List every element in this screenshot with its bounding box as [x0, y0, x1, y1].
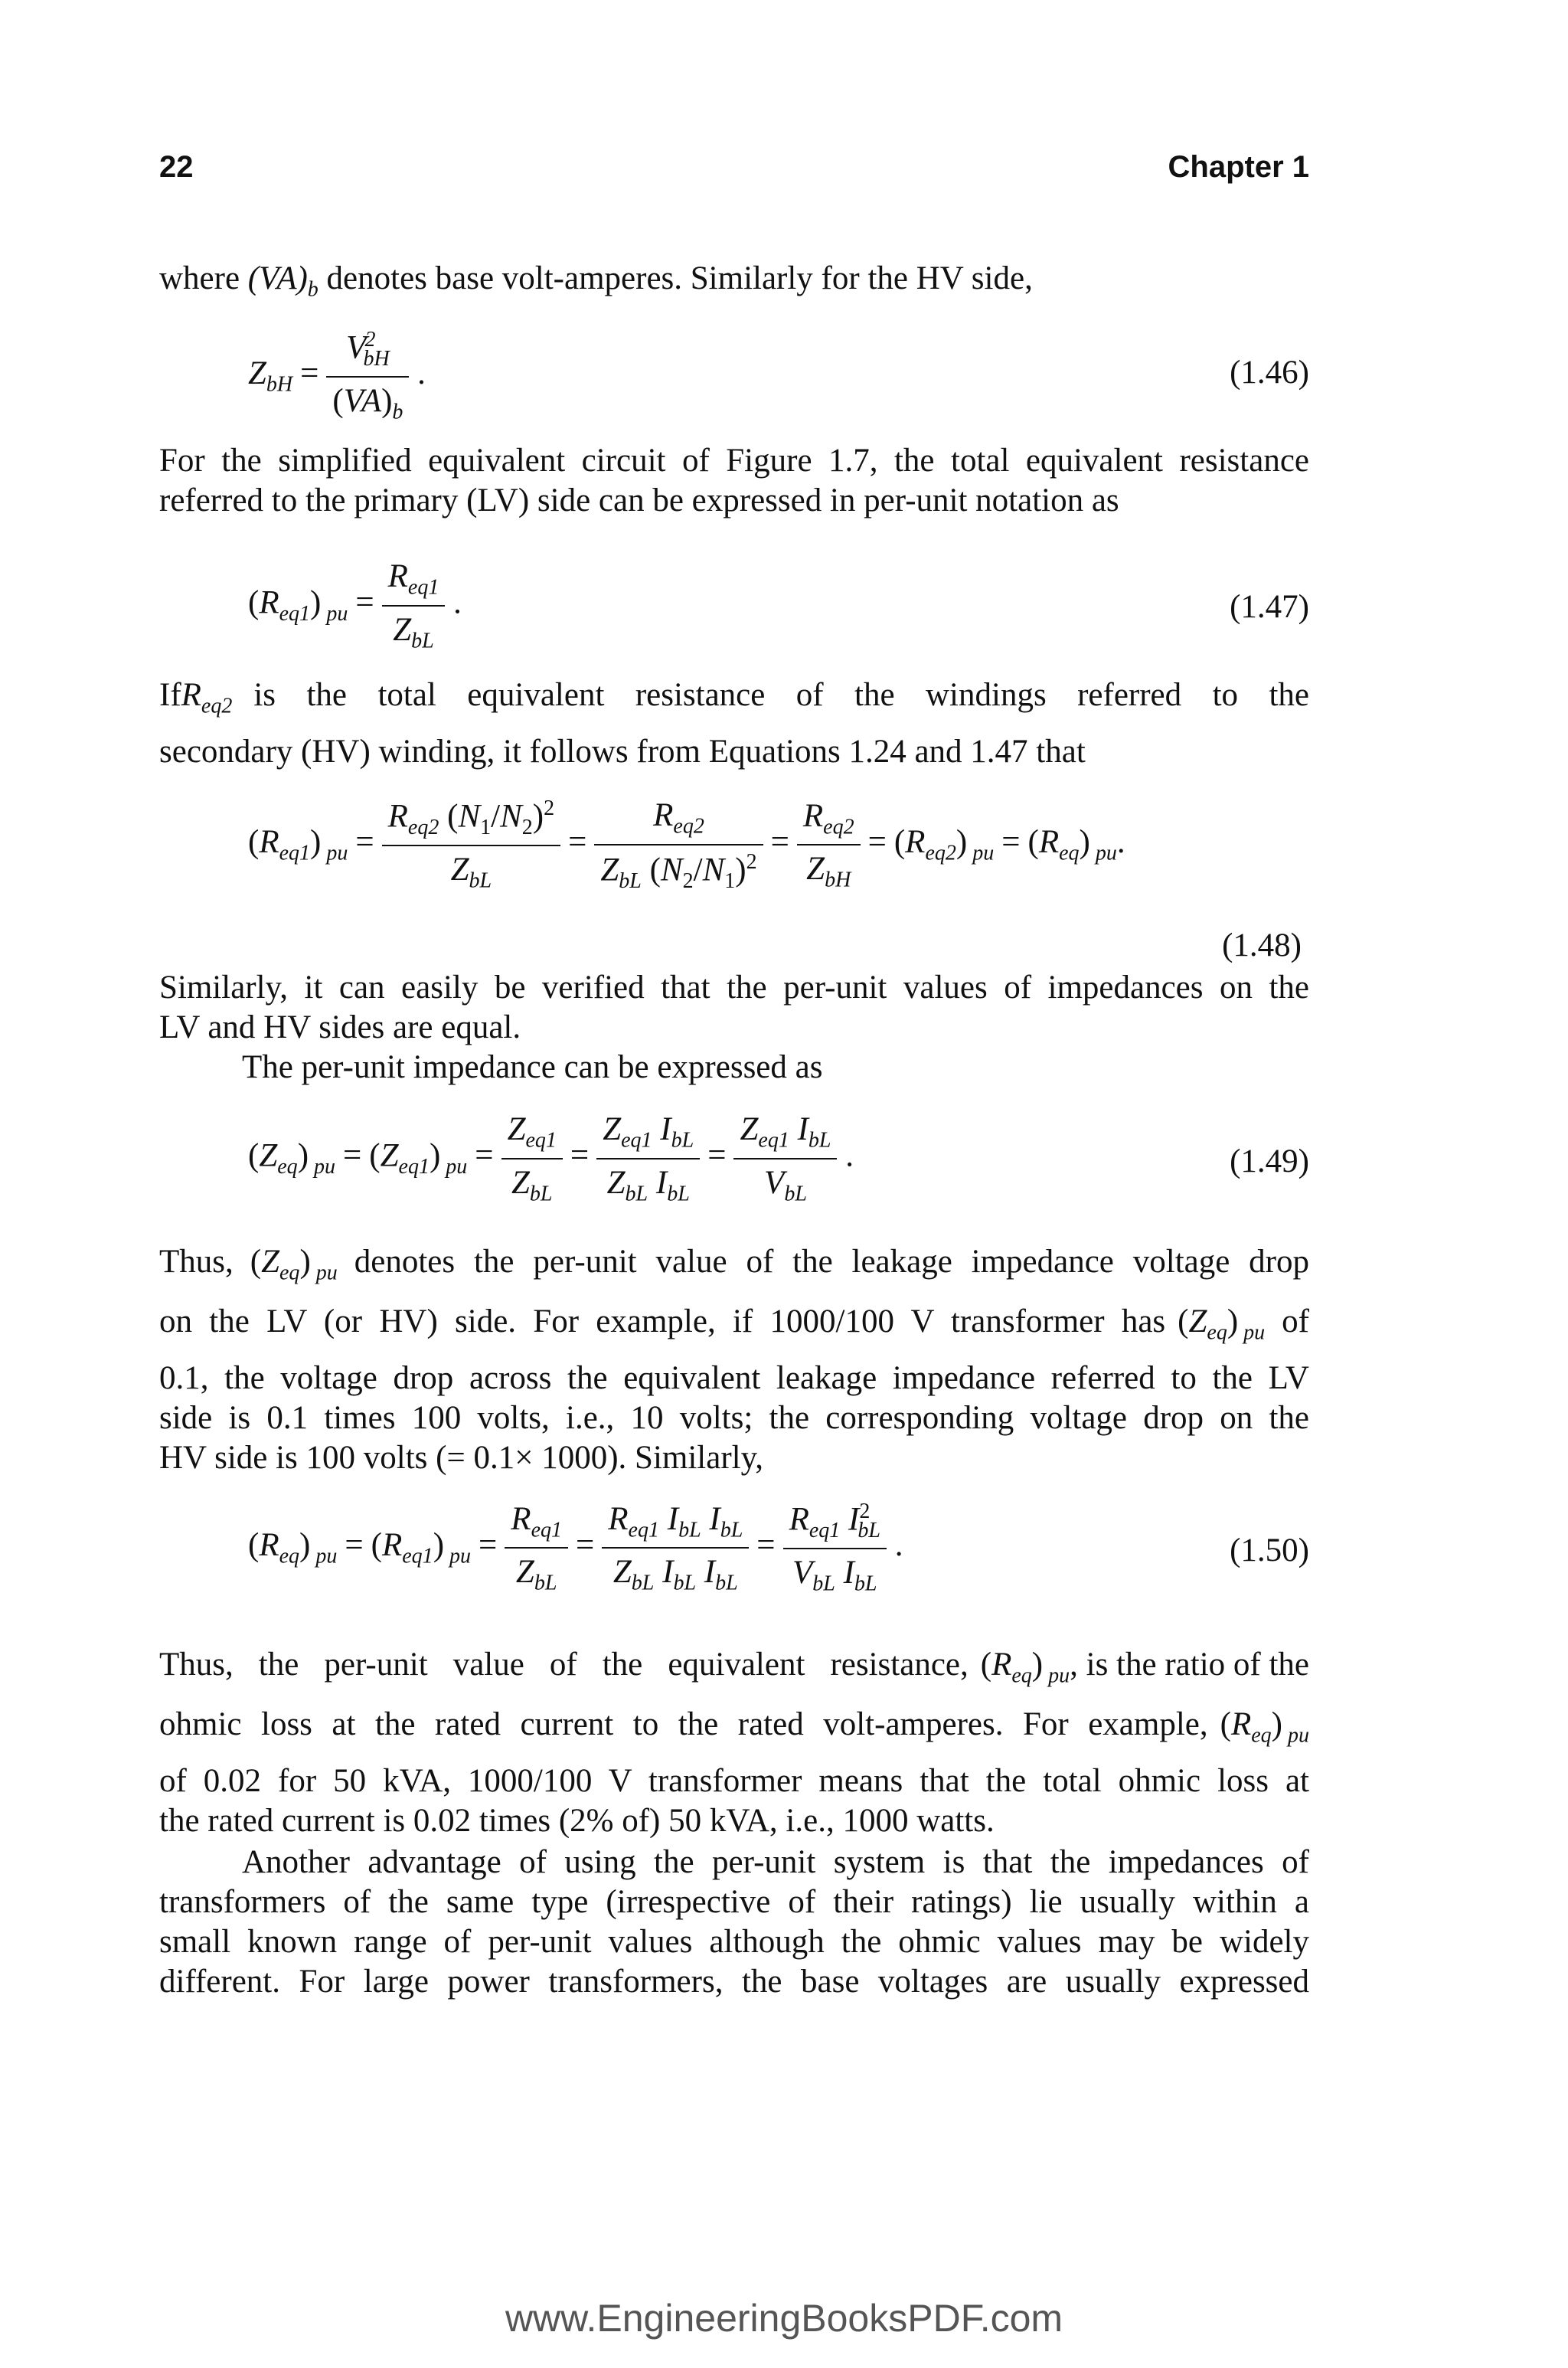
page-number: 22 — [159, 150, 194, 184]
paragraph-5: The per-unit impedance can be expressed as — [242, 1049, 823, 1085]
equation-number: (1.47) — [1230, 589, 1309, 625]
paragraph-7-line-1: Thus, the per-unit value of the equivalent resistance, $(R_{eq})$ $_{pu}$ , is the ratio of the — [159, 1647, 1309, 1688]
equation-number: (1.46) — [1230, 355, 1309, 391]
equation-1-47-body: $(R_{eq1}) _{pu}$ = $\frac{R_{eq1}}{Z_{bL}}$ . — [248, 558, 462, 653]
paragraph-6-line-1: Thus, $(Z_{eq})$ $_{pu}$ denotes the per-unit value of the leakage impedance voltage drop — [159, 1244, 1309, 1285]
paragraph-7-line-2: ohmic loss at the rated current to the rated volt-amperes. For example, $(R_{eq})$ $_{pu}$ — [159, 1706, 1309, 1748]
equation-number: (1.48) — [1222, 927, 1302, 963]
equation-number: (1.50) — [1230, 1532, 1309, 1568]
equation-1-48-body: $(R_{eq1}) _{pu}$ = $\frac{R_{eq2} (N_1/N_2)^2}{Z_{bL}}$ = $\frac{R_{eq2}}{Z_{bL} (N_2/N_1)^2}$ = $\frac{R_{eq2}}{Z_{bH}}$ = $(R_{eq2}) _{pu} = (R_{eq})$ $_{pu}$. — [248, 796, 1125, 893]
paragraph-8: Another advantage of using the per-unit system is that the impedances of transformers of the same type (irrespective of their ratings) lie usually within a small known range of per-unit values although the ohmic values may be widely different. For large power transformers, the base voltages are usually expressed — [159, 1844, 1309, 2000]
paragraph-4: Similarly, it can easily be verified that the per-unit values of impedances on the LV and HV sides are equal. — [159, 970, 1309, 1045]
equation-1-50-body: $(R_{eq}) _{pu} = (R_{eq1}) _{pu}$ = $\frac{R_{eq1}}{Z_{bL}}$ = $\frac{R_{eq1} I_{bL} I_{bL}}{Z_{bL} I_{bL} I_{bL}}$ = $\frac{R_{eq1} I^2_{bL}}{V_{bL} I_{bL}}$ . — [248, 1500, 903, 1596]
equation-number: (1.49) — [1230, 1143, 1309, 1179]
equation-1-49-body: $(Z_{eq}) _{pu} = (Z_{eq1}) _{pu}$ = $\frac{Z_{eq1}}{Z_{bL}}$ = $\frac{Z_{eq1} I_{bL}}{Z_{bL} I_{bL}}$ = $\frac{Z_{eq1} I_{bL}}{V_{bL}}$ . — [248, 1111, 854, 1206]
paragraph-6-rest: 0.1, the voltage drop across the equivalent leakage impedance referred to the LV side is 0.1 times 100 volts, i.e., 10 volts; the corresponding voltage drop on the HV side is 100 volts (= 0.1× 1000). Similarly, — [159, 1360, 1309, 1476]
paragraph-7-rest: of 0.02 for 50 kVA, 1000/100 V transformer means that the total ohmic loss at the rated current is 0.02 times (2% of) 50 kVA, i.e., 1000 watts. — [159, 1763, 1309, 1839]
paragraph-3-line-2: secondary (HV) winding, it follows from Equations 1.24 and 1.47 that — [159, 734, 1086, 770]
equation-1-46-body: $Z_{bH}$ = $\frac{V^2_{bH}}{(VA)_b}$ . — [248, 328, 426, 424]
paragraph-3-line-1: If $R_{eq2}$ is the total equivalent resistance of the windings referred to the — [159, 677, 1309, 718]
paragraph-1: where $(VA)_b$ denotes base volt-amperes. Similarly for the HV side, — [159, 260, 1033, 302]
paragraph-2: For the simplified equivalent circuit of Figure 1.7, the total equivalent resistance referred to the primary (LV) side can be expressed in per-unit notation as — [159, 443, 1309, 518]
chapter-label: Chapter 1 — [1168, 150, 1309, 184]
footer-watermark: www.EngineeringBooksPDF.com — [505, 2297, 1063, 2340]
paragraph-6-line-2: on the LV (or HV) side. For example, if 1000/100 V transformer has $(Z_{eq})$ $_{pu}$ of — [159, 1303, 1309, 1345]
